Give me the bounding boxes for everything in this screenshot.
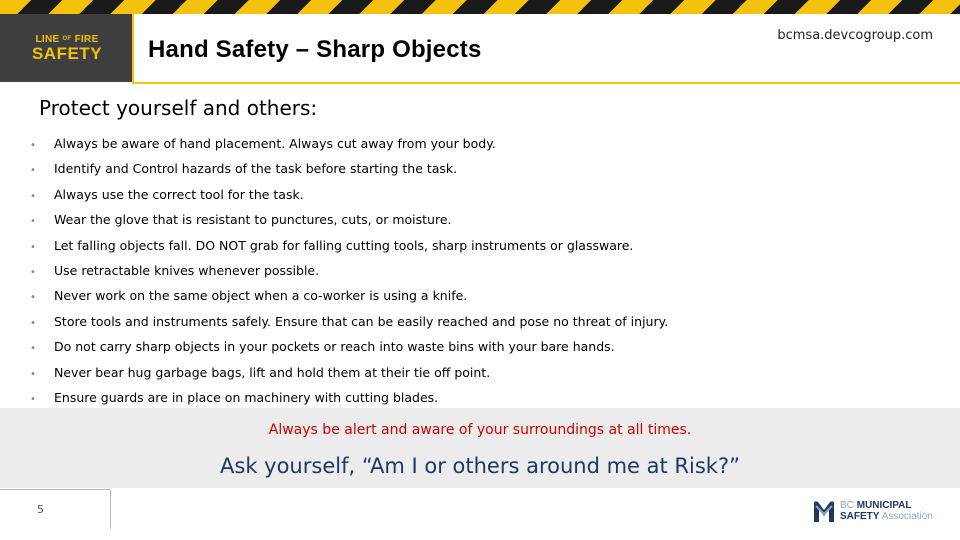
bullet-dot-icon: • [30, 165, 36, 177]
bullet-item [30, 360, 668, 385]
logo-bc-text: BC [840, 500, 854, 511]
section-heading: Protect yourself and others: [39, 96, 318, 120]
bullet-item [30, 334, 668, 359]
bullet-text: Do not carry sharp objects in your pockets or reach into waste bins with your bare hands. [54, 339, 615, 355]
bullet-item [30, 233, 668, 258]
bullet-item [30, 131, 668, 156]
bullet-item [30, 182, 668, 207]
title-bar [132, 14, 960, 84]
logo-text-line: LINE [35, 33, 60, 45]
bullet-dot-icon: • [30, 292, 36, 304]
bc-municipal-safety-association-logo [812, 496, 934, 526]
footer-divider [0, 489, 110, 490]
page-number: 5 [37, 503, 44, 516]
bullet-text: Store tools and instruments safely. Ensure that can be easily reached and pose no threat of injury. [54, 313, 669, 329]
logo-text-safety: SAFETY [31, 43, 103, 63]
hazard-stripe-banner [0, 0, 960, 14]
bullet-dot-icon: • [30, 216, 36, 228]
logo-text-of: OF [62, 35, 72, 42]
logo-municipal-text: MUNICIPAL [856, 500, 912, 511]
line-of-fire-safety-logo [0, 14, 134, 82]
bullet-dot-icon: • [30, 368, 36, 380]
risk-question: Ask yourself, “Am I or others around me at Risk?” [220, 454, 740, 478]
site-url: bcmsa.devcogroup.com [777, 28, 933, 43]
bullet-dot-icon: • [30, 140, 36, 151]
slide-title: Hand Safety – Sharp Objects [148, 36, 482, 63]
alert-message: Always be alert and aware of your surroundings at all times. [268, 422, 692, 438]
bullet-text: Always be aware of hand placement. Always cut away from your body. [54, 136, 496, 151]
bullet-text: Use retractable knives whenever possible. [54, 262, 320, 278]
callout-band [0, 408, 960, 488]
bullet-text: Wear the glove that is resistant to punctures, cuts, or moisture. [54, 212, 452, 228]
logo-safety-text: SAFETY [840, 511, 880, 522]
bullet-dot-icon: • [30, 343, 36, 355]
bullet-text: Never bear hug garbage bags, lift and hold them at their tie off point. [54, 364, 491, 380]
logo-association-text: Association [881, 511, 933, 522]
bullet-dot-icon: • [30, 393, 36, 405]
msa-m-icon [812, 498, 836, 524]
bullet-dot-icon: • [30, 266, 36, 278]
bullet-text: Identify and Control hazards of the task before starting the task. [54, 161, 458, 177]
bullet-item [30, 309, 668, 334]
logo-text-fire: FIRE [74, 33, 99, 45]
bullet-list [30, 131, 668, 410]
bullet-item [30, 385, 668, 410]
bullet-item [30, 207, 668, 232]
bullet-item [30, 156, 668, 181]
bullet-dot-icon: • [30, 317, 36, 329]
bullet-item [30, 258, 668, 283]
bullet-dot-icon: • [30, 190, 36, 202]
bullet-item [30, 283, 668, 308]
bullet-text: Never work on the same object when a co-worker is using a knife. [54, 288, 468, 304]
bullet-text: Let falling objects fall. DO NOT grab for falling cutting tools, sharp instruments or glassware. [54, 237, 634, 253]
footer-divider-vertical [110, 489, 111, 529]
bullet-text: Always use the correct tool for the task. [54, 186, 304, 202]
bullet-dot-icon: • [30, 241, 36, 253]
bullet-text: Ensure guards are in place on machinery with cutting blades. [54, 389, 439, 405]
